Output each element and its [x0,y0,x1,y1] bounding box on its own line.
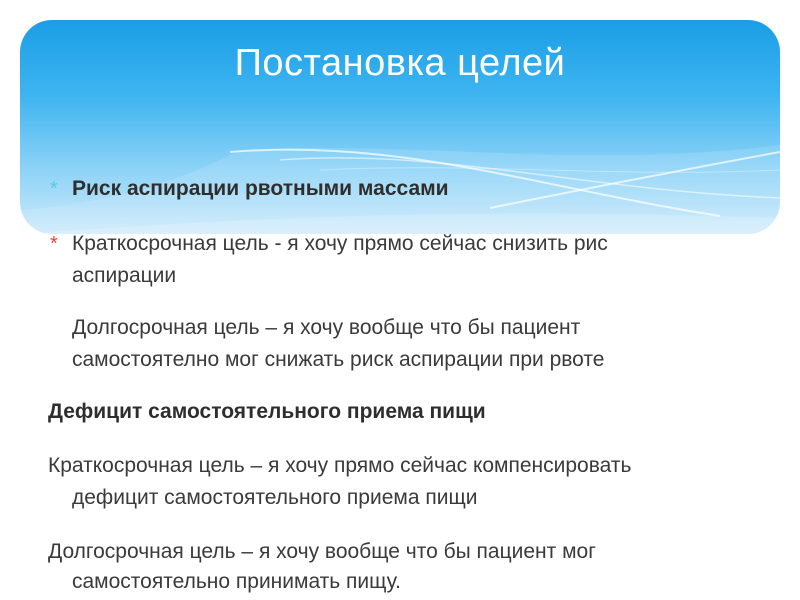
short-term-goal-1-line-1: Краткосрочная цель - я хочу прямо сейчас снизить рис [72,232,608,255]
long-term-goal-2-line-2: самостоятельно принимать пищу. [72,570,401,593]
short-term-goal-2-line-1: Краткосрочная цель – я хочу прямо сейчас компенсировать [48,454,632,477]
long-term-goal-1-line-1: Долгосрочная цель – я хочу вообще что бы пациент [72,316,581,339]
short-term-goal-1-line-2: аспирации [72,264,177,287]
short-term-goal-2-line-2: дефицит самостоятельного приема пищи [72,486,478,509]
slide-title: Постановка целей [234,42,566,84]
long-term-goal-1-line-2: самостоятелно мог снижать риск аспирации при рвоте [72,348,605,371]
goal-heading-aspiration: Риск аспирации рвотными массами [72,177,449,200]
bullet-icon: * [50,178,58,200]
long-term-goal-2-line-1: Долгосрочная цель – я хочу вообще что бы пациент мог [48,540,596,563]
bullet-icon: * [50,233,58,255]
goal-heading-feeding: Дефицит самостоятельного приема пищи [48,400,486,423]
